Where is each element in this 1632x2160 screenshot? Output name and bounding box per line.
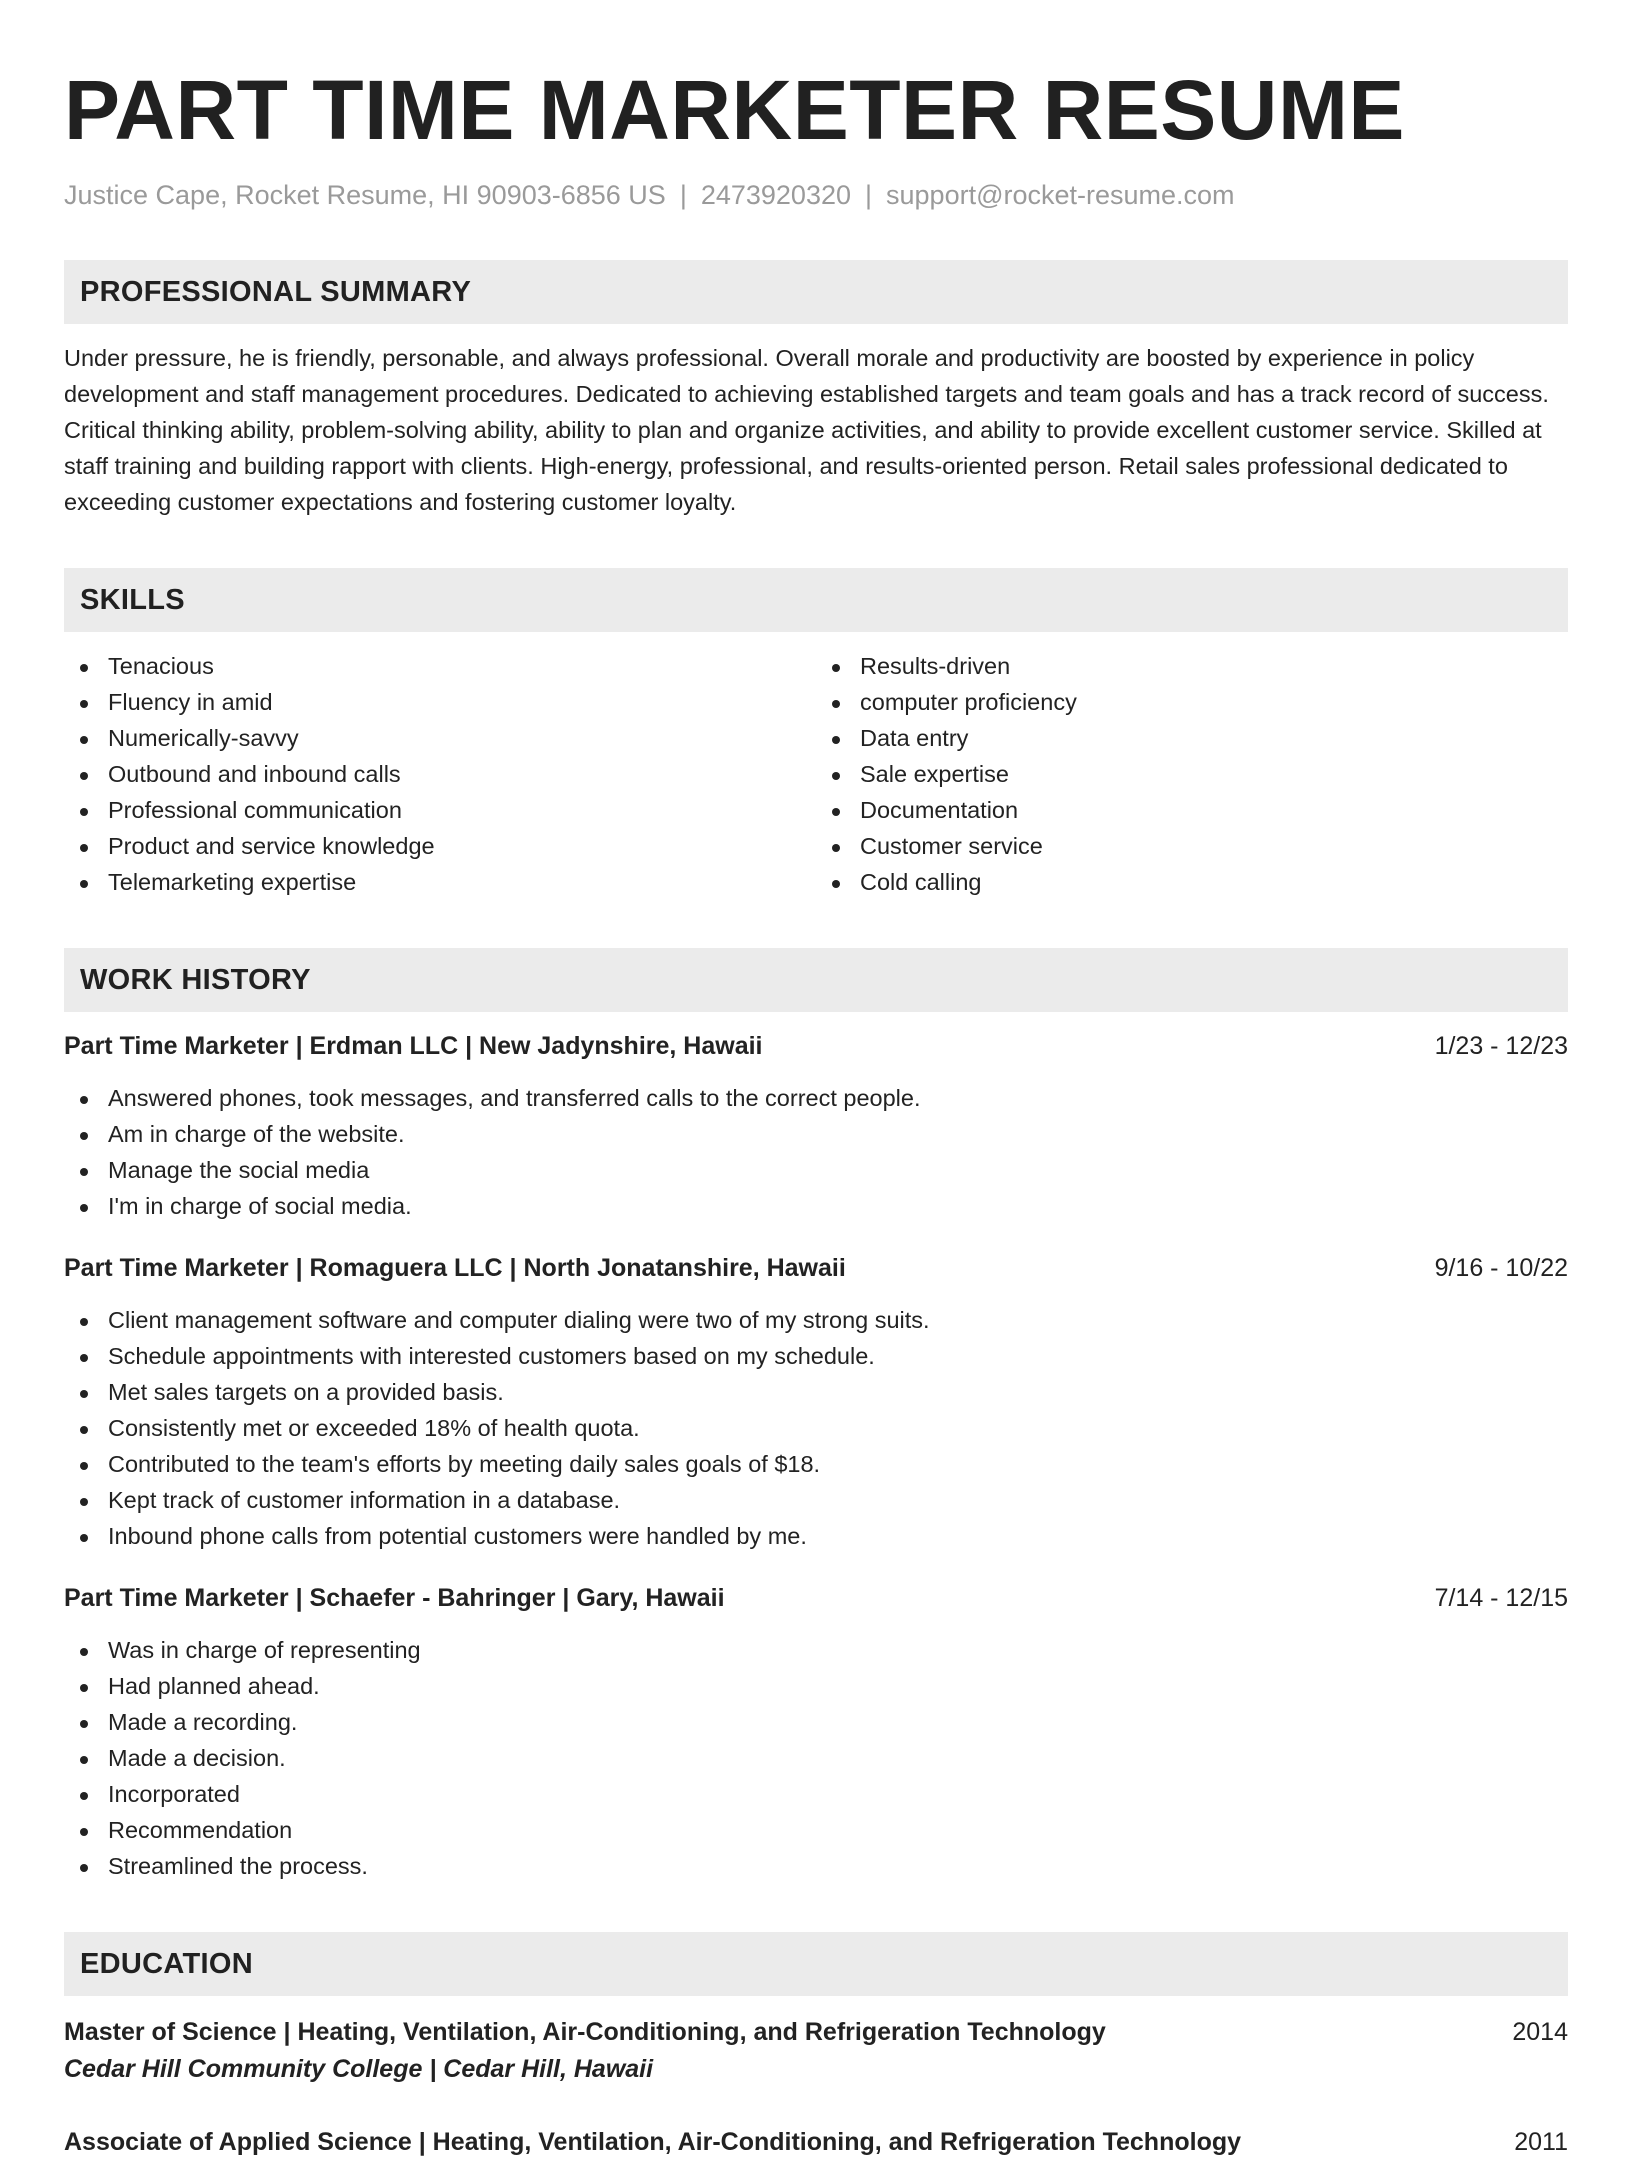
job-duties — [64, 1080, 1568, 1224]
education-degree: Master of Science | Heating, Ventilation, Air-Conditioning, and Refrigeration Technology — [64, 2018, 1106, 2046]
job-title: Part Time Marketer | Romaguera LLC | North Jonatanshire, Hawaii — [64, 1254, 846, 1282]
skill-item: Numerically-savvy — [64, 720, 816, 756]
education-year: 2014 — [1512, 2018, 1568, 2046]
education-year: 2011 — [1514, 2128, 1568, 2156]
job-duty: Inbound phone calls from potential customers were handled by me. — [64, 1518, 1568, 1554]
skill-item: Customer service — [816, 828, 1568, 864]
job-dates: 7/14 - 12/15 — [1434, 1584, 1568, 1612]
job-duty: Recommendation — [64, 1812, 1568, 1848]
contact-address: Justice Cape, Rocket Resume, HI 90903-6856 US — [64, 180, 666, 210]
skill-item: Professional communication — [64, 792, 816, 828]
job-duty: Kept track of customer information in a database. — [64, 1482, 1568, 1518]
job-duties — [64, 1302, 1568, 1554]
job-duty: Client management software and computer dialing were two of my strong suits. — [64, 1302, 1568, 1338]
job-duty: Met sales targets on a provided basis. — [64, 1374, 1568, 1410]
job-duty: Made a decision. — [64, 1740, 1568, 1776]
job-duty: Made a recording. — [64, 1704, 1568, 1740]
job-entry — [64, 1580, 1568, 1884]
contact-email: support@rocket-resume.com — [886, 180, 1235, 210]
job-entry — [64, 1250, 1568, 1554]
contact-phone: 2473920320 — [700, 180, 851, 210]
job-duty: Am in charge of the website. — [64, 1116, 1568, 1152]
job-duty: Contributed to the team's efforts by meeting daily sales goals of $18. — [64, 1446, 1568, 1482]
job-entry — [64, 1028, 1568, 1224]
job-duty: I'm in charge of social media. — [64, 1188, 1568, 1224]
skill-item: Telemarketing expertise — [64, 864, 816, 900]
job-duty: Had planned ahead. — [64, 1668, 1568, 1704]
job-dates: 9/16 - 10/22 — [1434, 1254, 1568, 1282]
resume-title: PART TIME MARKETER RESUME — [64, 63, 1405, 157]
job-duty: Streamlined the process. — [64, 1848, 1568, 1884]
contact-separator: | — [865, 180, 873, 210]
skills-column-left — [64, 648, 816, 900]
skill-item: Sale expertise — [816, 756, 1568, 792]
job-duty: Answered phones, took messages, and transferred calls to the correct people. — [64, 1080, 1568, 1116]
contact-line — [64, 178, 1568, 212]
job-duties — [64, 1632, 1568, 1884]
job-duty: Schedule appointments with interested customers based on my schedule. — [64, 1338, 1568, 1374]
work-history-heading: WORK HISTORY — [64, 948, 1568, 1012]
skill-item: Documentation — [816, 792, 1568, 828]
contact-separator: | — [679, 180, 687, 210]
summary-heading: PROFESSIONAL SUMMARY — [64, 260, 1568, 324]
job-duty: Consistently met or exceeded 18% of health quota. — [64, 1410, 1568, 1446]
job-dates: 1/23 - 12/23 — [1434, 1032, 1568, 1060]
job-header — [64, 1028, 1568, 1064]
skills-heading: SKILLS — [64, 568, 1568, 632]
education-header — [64, 2124, 1568, 2160]
job-header — [64, 1580, 1568, 1616]
education-header — [64, 2014, 1568, 2050]
education-school: Cedar Hill Community College | Cedar Hill, Hawaii — [64, 2055, 654, 2083]
job-title: Part Time Marketer | Schaefer - Bahringer | Gary, Hawaii — [64, 1584, 725, 1612]
job-header — [64, 1250, 1568, 1286]
education-entry — [64, 2014, 1568, 2088]
job-duty: Incorporated — [64, 1776, 1568, 1812]
job-title: Part Time Marketer | Erdman LLC | New Jadynshire, Hawaii — [64, 1032, 763, 1060]
skill-item: Cold calling — [816, 864, 1568, 900]
education-heading: EDUCATION — [64, 1932, 1568, 1996]
skill-item: computer proficiency — [816, 684, 1568, 720]
skill-item: Data entry — [816, 720, 1568, 756]
skills-column-right — [816, 648, 1568, 900]
education-entry — [64, 2124, 1568, 2160]
skills-list — [64, 648, 1568, 900]
summary-text: Under pressure, he is friendly, personable, and always professional. Overall morale and productivity are boosted by experience in policy development and staff management procedures. Dedicated to achieving established targets and team goals and has a track record of success. Critical thinking ability, problem-solving ability, ability to plan and organize activities, and ability to provide excellent customer service. Skilled at staff training and building rapport with clients. High-energy, professional, and results-oriented person. Retail sales professional dedicated to exceeding customer expectations and fostering customer loyalty. — [64, 345, 1549, 515]
skill-item: Fluency in amid — [64, 684, 816, 720]
job-duty: Manage the social media — [64, 1152, 1568, 1188]
job-duty: Was in charge of representing — [64, 1632, 1568, 1668]
skill-item: Tenacious — [64, 648, 816, 684]
education-degree: Associate of Applied Science | Heating, Ventilation, Air-Conditioning, and Refrigeration Technology — [64, 2128, 1242, 2156]
skill-item: Results-driven — [816, 648, 1568, 684]
skill-item: Outbound and inbound calls — [64, 756, 816, 792]
skill-item: Product and service knowledge — [64, 828, 816, 864]
